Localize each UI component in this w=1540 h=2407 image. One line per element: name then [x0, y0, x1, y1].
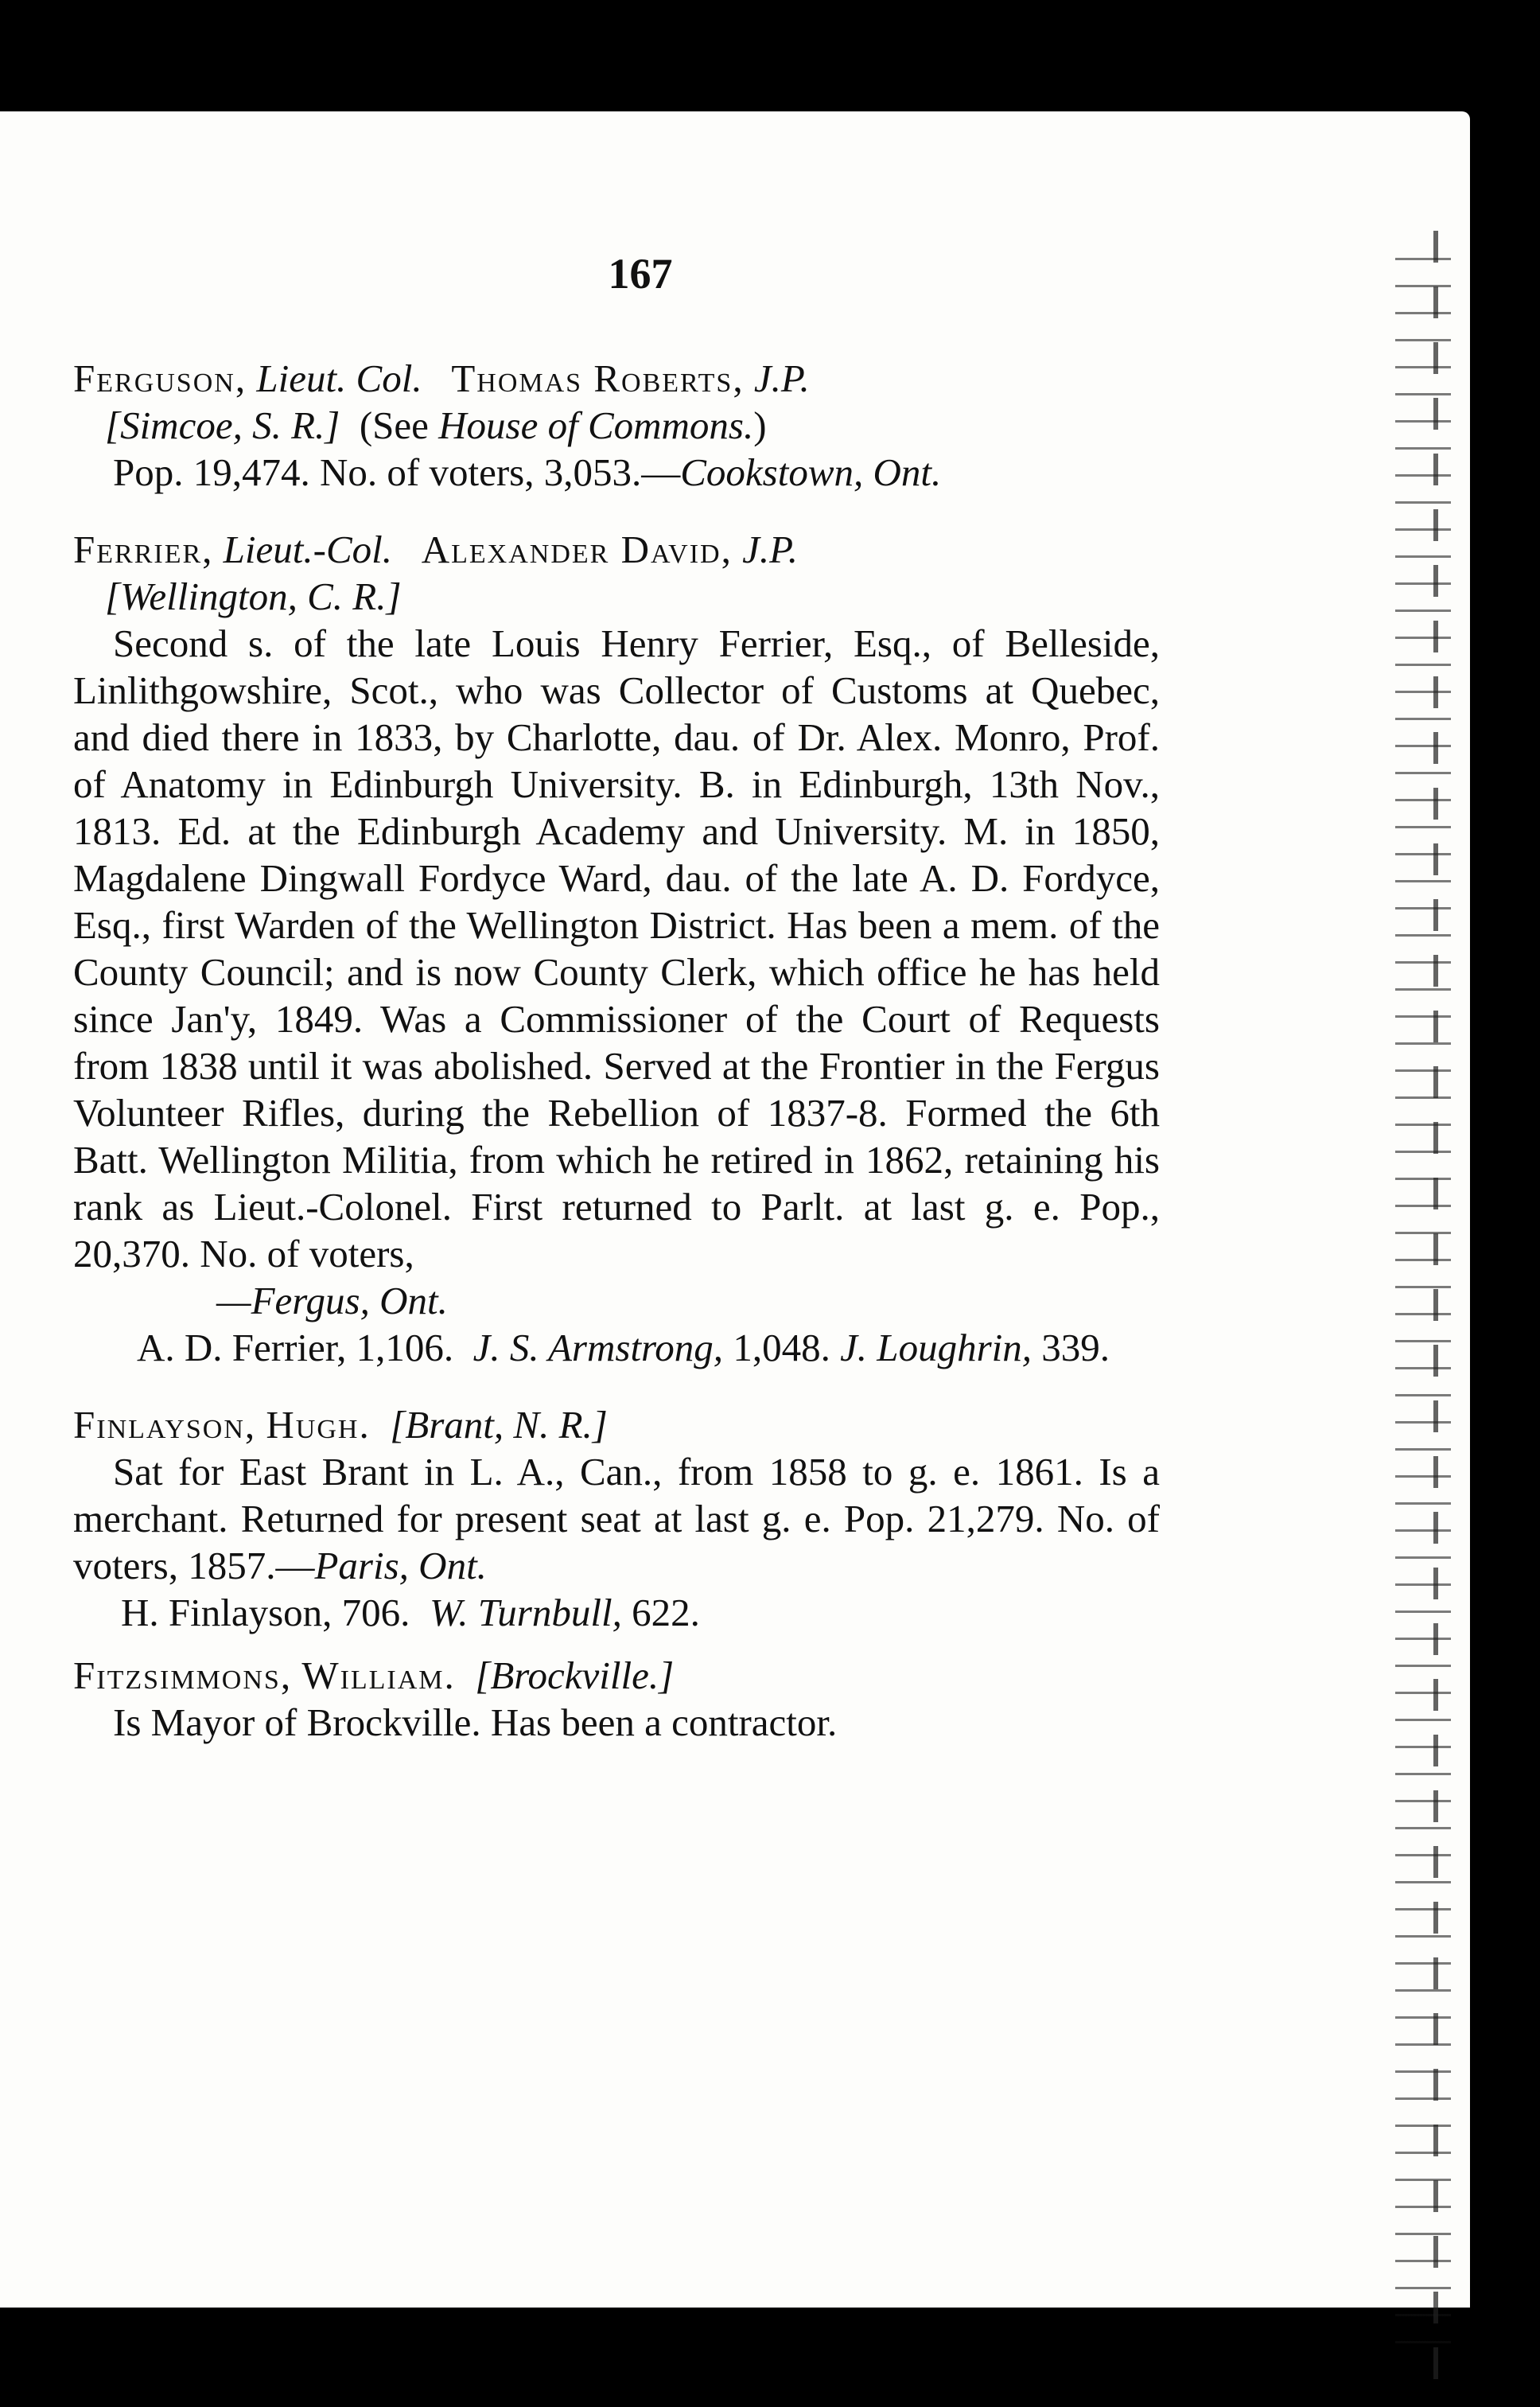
vote-candidate-name: J. S. Armstrong,: [472, 1326, 724, 1369]
entry-finlayson: [73, 1401, 1160, 1636]
election-results: [73, 1324, 1160, 1371]
entry-constituency: [Wellington, C. R.]: [105, 574, 402, 618]
entry-heading: [73, 1401, 1160, 1448]
vote-candidate-count: 339.: [1041, 1326, 1110, 1369]
vote-candidate-count: 622.: [632, 1591, 700, 1634]
entry-residence: Paris, Ont.: [314, 1544, 487, 1587]
page-edge-texture: [1395, 247, 1451, 2363]
entry-constituency-line: [73, 402, 1160, 449]
entry-surname: Finlayson,: [73, 1403, 257, 1447]
see-reference: House of Commons.: [438, 403, 754, 447]
vote-candidate-name: J. Loughrin,: [840, 1326, 1032, 1369]
page-number: 167: [608, 250, 673, 298]
entry-residence: Cookstown, Ont.: [680, 450, 942, 494]
see-suffix: ): [753, 403, 767, 447]
entry-title: Lieut.-Col.: [223, 528, 392, 571]
entry-title: Lieut. Col.: [256, 356, 422, 400]
entry-biography: [73, 1448, 1160, 1589]
vote-candidate-count: 1,048.: [733, 1326, 830, 1369]
entry-ferguson: [73, 355, 1160, 496]
see-prefix: (See: [359, 403, 429, 447]
entry-population: [73, 449, 1160, 496]
election-results: [73, 1589, 1160, 1636]
pop-line: Pop. 19,474. No. of voters, 3,053.—: [113, 450, 681, 494]
vote-winner: H. Finlayson, 706.: [121, 1591, 410, 1634]
entry-heading: [73, 1652, 1160, 1699]
vote-candidate-name: W. Turnbull,: [429, 1591, 622, 1634]
entry-constituency: [Simcoe, S. R.]: [105, 403, 340, 447]
entry-heading: [73, 526, 1160, 573]
entry-constituency-line: [73, 573, 1160, 620]
vote-winner: A. D. Ferrier, 1,106.: [137, 1326, 454, 1369]
entry-biography: Second s. of the late Louis Henry Ferrier, Esq., of Belleside, Linlithgowshire, Scot., who was Collector of Customs at Quebec, and died there in 1833, by Charlotte, dau. of Dr. Alex. Monro, Prof. of Anatomy in Edinburgh University. B. in Edinburgh, 13th Nov., 1813. Ed. at the Edinburgh Academy and University. M. in 1850, Magdalene Dingwall Fordyce Ward, dau. of the late A. D. Fordyce, Esq., first Warden of the Wellington District. Has been a mem. of the County Council; and is now County Clerk, which office he has held since Jan'y, 1849. Was a Commissioner of the Court of Requests from 1838 until it was abolished. Served at the Frontier in the Fergus Volunteer Rifles, during the Rebellion of 1837-8. Formed the 6th Batt. Wellington Militia, from which he retired in 1862, retaining his rank as Lieut.-Colonel. First returned to Parlt. at last g. e. Pop., 20,370. No. of voters,: [73, 621, 1160, 1276]
entry-suffix: J.P.: [753, 356, 810, 400]
entry-fitzsimmons: [73, 1652, 1160, 1746]
entry-constituency: [Brant, N. R.]: [390, 1403, 608, 1447]
entry-ferrier: [73, 526, 1160, 1371]
entry-suffix: J.P.: [742, 528, 798, 571]
entry-names: Hugh.: [266, 1403, 371, 1447]
entry-biography: Is Mayor of Brockville. Has been a contractor.: [113, 1700, 838, 1744]
entry-residence: —Fergus, Ont.: [216, 1279, 448, 1322]
entry-names: Thomas Roberts,: [451, 356, 745, 400]
entry-names: William.: [301, 1653, 456, 1697]
entry-names: Alexander David,: [421, 528, 733, 571]
entry-surname: Fitzsimmons,: [73, 1653, 293, 1697]
entry-surname: Ferguson,: [73, 356, 247, 400]
entry-surname: Ferrier,: [73, 528, 214, 571]
entry-constituency: [Brockville.]: [475, 1653, 675, 1697]
page-text: [73, 251, 1160, 1776]
entry-heading: [73, 355, 1160, 402]
bio-text: Sat for East Brant in L. A., Can., from 1858 to g. e. 1861. Is a merchant. Returned for present seat at last g. e. Pop. 21,279. No. of voters, 1857.—: [73, 1450, 1160, 1587]
page-edge-shadow: [1433, 231, 1438, 2379]
